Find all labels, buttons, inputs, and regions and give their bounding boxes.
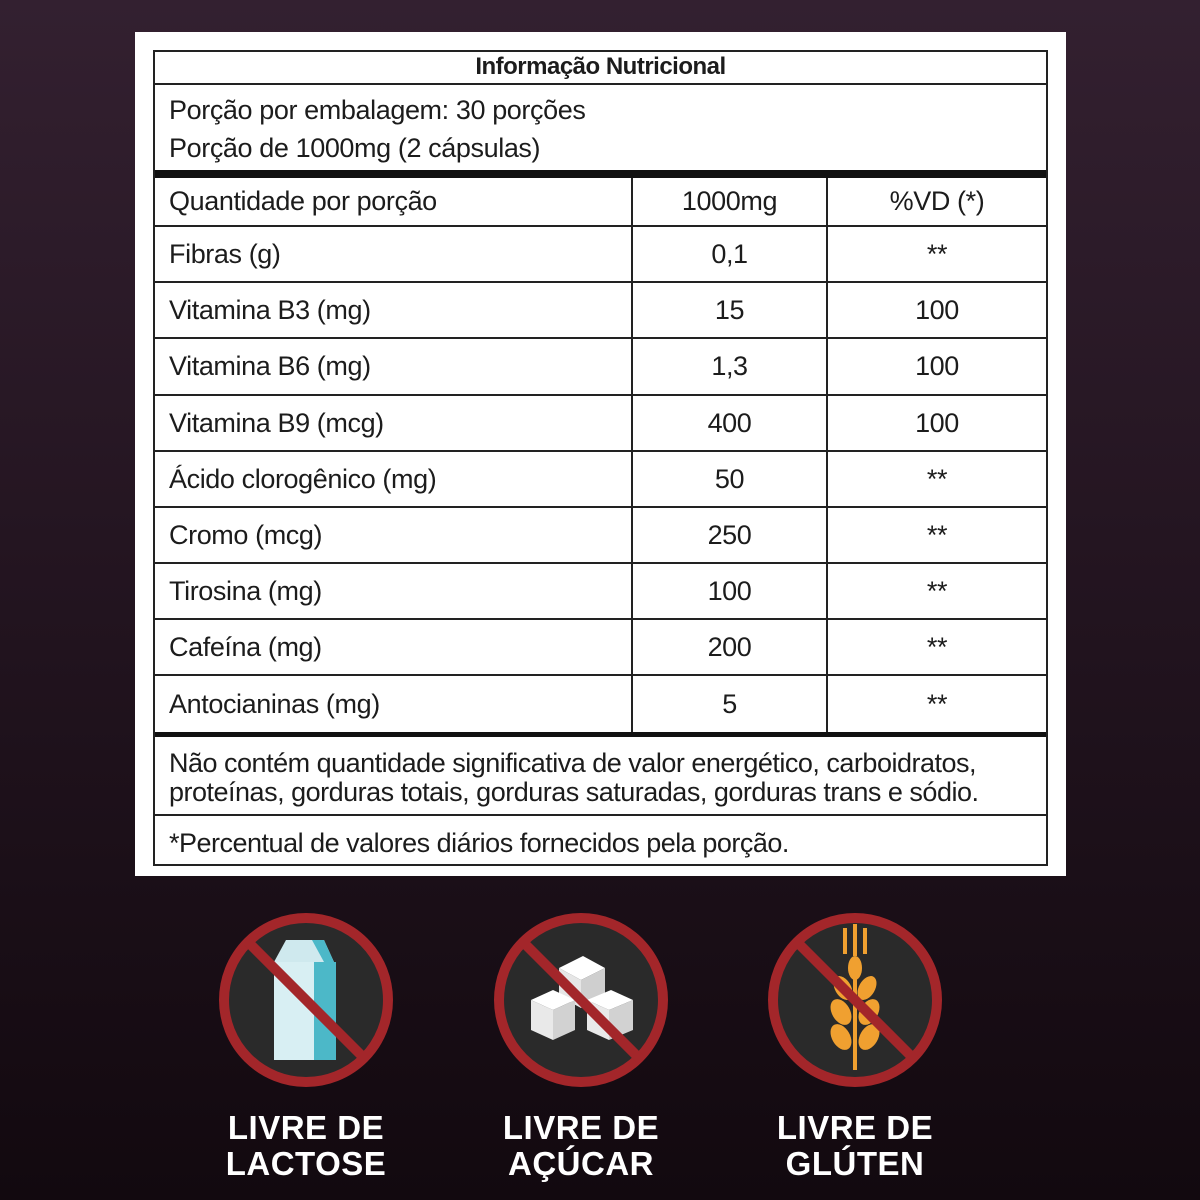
row-name: Cafeína (mg) — [155, 620, 633, 674]
badge-label — [431, 1110, 731, 1182]
table-row — [155, 396, 1046, 452]
header-dv: %VD (*) — [889, 186, 985, 216]
row-name: Vitamina B3 (mg) — [155, 283, 633, 337]
milk-carton-icon — [216, 910, 396, 1090]
wheat-icon — [765, 910, 945, 1090]
badge-line: GLÚTEN — [785, 1145, 925, 1182]
nutrition-panel — [135, 32, 1066, 876]
row-amount: 50 — [633, 452, 828, 506]
row-amount: 5 — [633, 676, 828, 732]
row-dv: ** — [926, 688, 948, 719]
row-dv: ** — [926, 575, 948, 606]
badge-line: LIVRE DE — [776, 1109, 934, 1146]
row-amount: 200 — [633, 620, 828, 674]
badge-label — [156, 1110, 456, 1182]
badge-line: LIVRE DE — [227, 1109, 385, 1146]
nutrition-label — [153, 50, 1048, 866]
badge-line: LACTOSE — [225, 1145, 387, 1182]
note-line: Não contém quantidade significativa de valor energético, carboidratos, — [169, 748, 976, 778]
row-name: Tirosina (mg) — [155, 564, 633, 618]
portion-per-package: Porção por embalagem: 30 porções — [169, 95, 586, 125]
note-line: proteínas, gorduras totais, gorduras saturadas, gorduras trans e sódio. — [169, 777, 979, 807]
sugar-cubes-icon — [491, 910, 671, 1090]
portion-size: Porção de 1000mg (2 cápsulas) — [169, 133, 541, 163]
row-amount: 250 — [633, 508, 828, 562]
header-name: Quantidade por porção — [155, 178, 633, 225]
thick-divider — [155, 170, 1046, 178]
table-row — [155, 452, 1046, 508]
table-row — [155, 227, 1046, 283]
table-row — [155, 564, 1046, 620]
table-row — [155, 283, 1046, 339]
row-dv: 100 — [915, 407, 959, 438]
portion-info — [155, 85, 1046, 170]
row-dv: 100 — [915, 351, 959, 381]
row-dv: ** — [926, 238, 948, 269]
row-amount: 400 — [633, 396, 828, 450]
row-dv: ** — [926, 463, 948, 494]
row-name: Fibras (g) — [155, 227, 633, 281]
row-name: Ácido clorogênico (mg) — [155, 452, 633, 506]
row-name: Cromo (mcg) — [155, 508, 633, 562]
row-amount: 100 — [633, 564, 828, 618]
table-row — [155, 620, 1046, 676]
table-header-row — [155, 178, 1046, 227]
nutrition-title: Informação Nutricional — [155, 52, 1046, 85]
row-dv: 100 — [915, 294, 959, 325]
header-amount: 1000mg — [633, 178, 828, 225]
badge-line: LIVRE DE — [502, 1109, 660, 1146]
row-dv: ** — [926, 519, 948, 550]
row-dv: ** — [926, 631, 948, 662]
table-row — [155, 339, 1046, 396]
badge-label — [705, 1110, 1005, 1182]
table-row — [155, 676, 1046, 732]
footnote: *Percentual de valores diários fornecidos pela porção. — [169, 828, 789, 858]
row-name: Vitamina B6 (mg) — [155, 339, 633, 394]
row-amount: 15 — [633, 283, 828, 337]
row-amount: 0,1 — [633, 227, 828, 281]
table-row — [155, 508, 1046, 564]
badge-line: AÇÚCAR — [508, 1145, 654, 1182]
badge-gluten-free — [705, 910, 1005, 1182]
row-name: Antocianinas (mg) — [155, 676, 633, 732]
row-amount: 1,3 — [633, 339, 828, 394]
badge-lactose-free — [156, 910, 456, 1182]
row-name: Vitamina B9 (mcg) — [155, 396, 633, 450]
badge-sugar-free — [431, 910, 731, 1182]
nutrition-note — [155, 732, 1046, 816]
